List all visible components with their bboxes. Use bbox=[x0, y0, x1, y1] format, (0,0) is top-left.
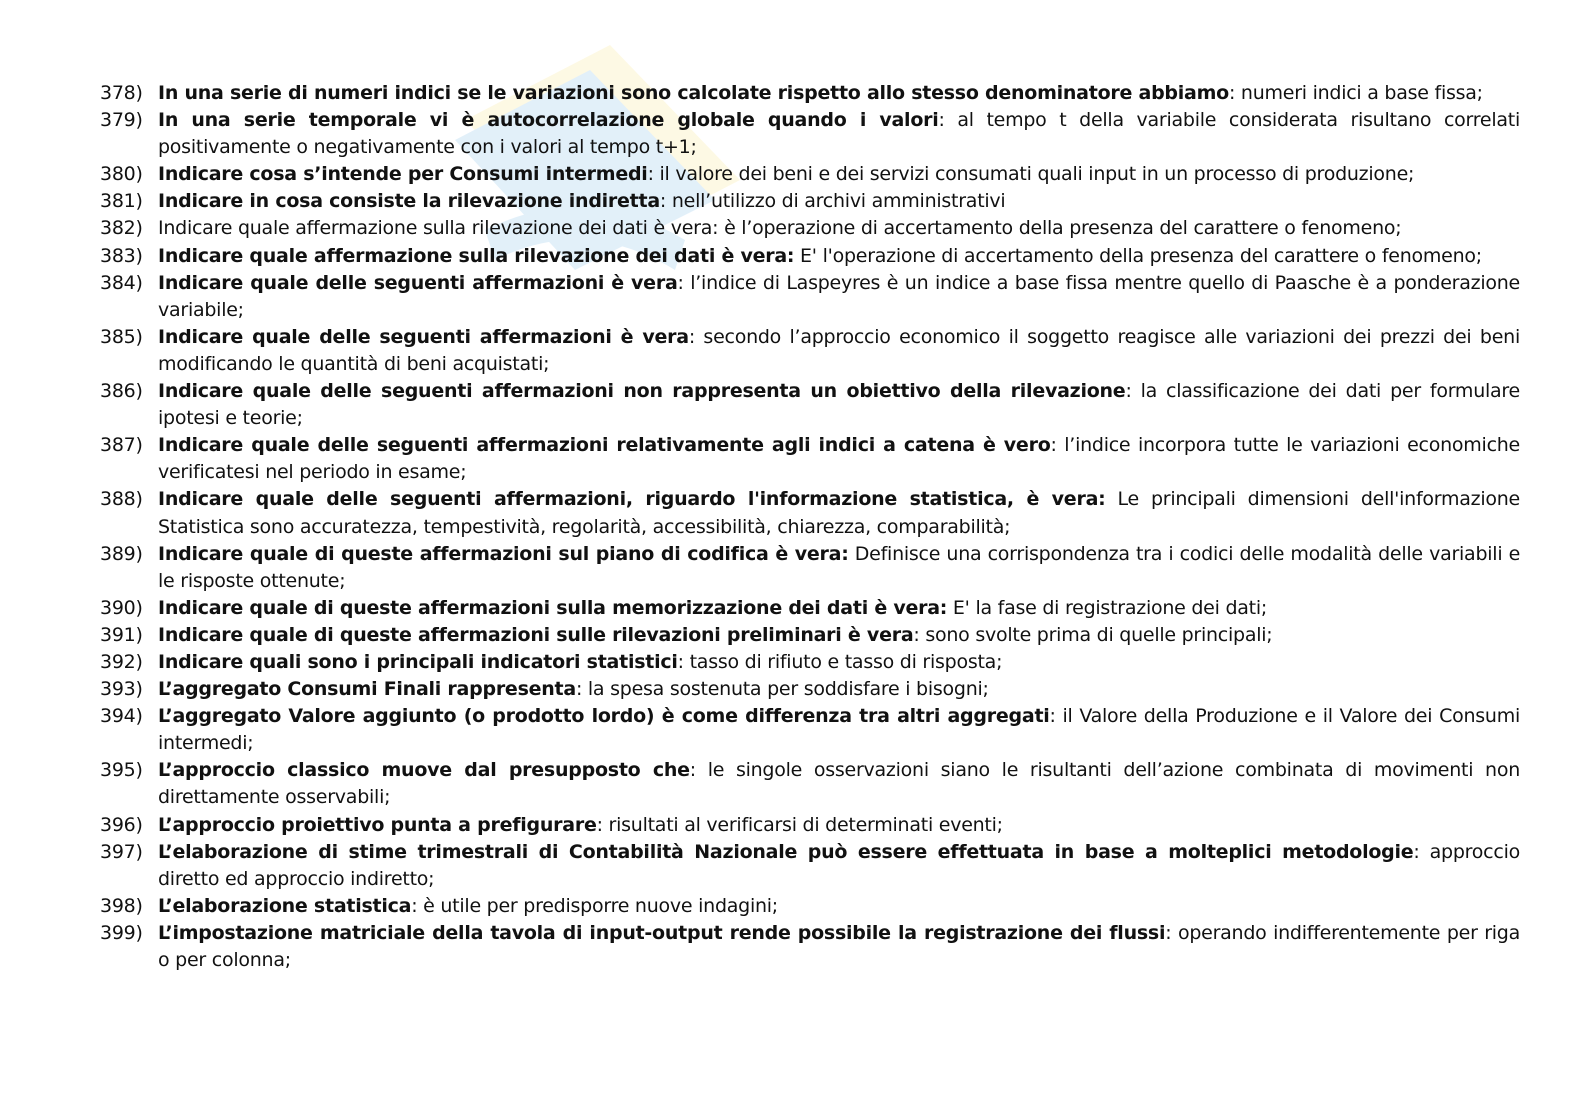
question-text: L’elaborazione di stime trimestrali di Contabilità Nazionale può essere effettuata in base a molteplici metodologie bbox=[158, 840, 1414, 863]
list-item bbox=[100, 107, 1520, 161]
answer-text: Definisce una corrispondenza tra i codici delle modalità delle variabili e le risposte ottenute; bbox=[158, 542, 1521, 592]
item-text bbox=[158, 80, 1520, 107]
item-number: 387) bbox=[100, 434, 143, 457]
question-text: In una serie temporale vi è autocorrelazione globale quando i valori bbox=[158, 109, 939, 132]
answer-text: : sono svolte prima di quelle principali; bbox=[913, 623, 1273, 646]
answer-text: : approccio diretto ed approccio indiretto; bbox=[158, 840, 1520, 890]
question-text: L’approccio classico muove dal presupposto che bbox=[158, 759, 690, 782]
answer-text: : risultati al verificarsi di determinati eventi; bbox=[596, 813, 1003, 836]
answer-text: E' la fase di registrazione dei dati; bbox=[947, 596, 1268, 619]
item-text bbox=[158, 243, 1520, 270]
question-text: Indicare quale di queste affermazioni sulla memorizzazione dei dati è vera: bbox=[158, 596, 948, 619]
list-item bbox=[100, 486, 1520, 540]
list-item bbox=[100, 649, 1520, 676]
question-text: Indicare quale delle seguenti affermazioni non rappresenta un obiettivo della rilevazione bbox=[158, 380, 1126, 403]
item-text bbox=[158, 324, 1520, 378]
answer-text: : operando indifferentemente per riga o per colonna; bbox=[158, 921, 1521, 971]
list-item bbox=[100, 812, 1520, 839]
item-text bbox=[158, 920, 1520, 974]
question-text: L’aggregato Consumi Finali rappresenta bbox=[158, 678, 576, 701]
list-item bbox=[100, 757, 1520, 811]
list-item bbox=[100, 676, 1520, 703]
list-item bbox=[100, 378, 1520, 432]
list-item bbox=[100, 80, 1520, 107]
answer-text: : al tempo t della variabile considerata risultano correlati positivamente o negativamente con i valori al tempo t+1; bbox=[158, 109, 1520, 159]
list-item bbox=[100, 432, 1520, 486]
item-number: 395) bbox=[100, 759, 143, 782]
item-number: 382) bbox=[100, 217, 143, 240]
item-number: 389) bbox=[100, 542, 143, 565]
item-number: 392) bbox=[100, 650, 143, 673]
item-number: 388) bbox=[100, 488, 143, 511]
question-text: L’aggregato Valore aggiunto (o prodotto lordo) è come differenza tra altri aggregati bbox=[158, 705, 1050, 728]
answer-text: : la spesa sostenuta per soddisfare i bisogni; bbox=[575, 678, 989, 701]
list-item bbox=[100, 703, 1520, 757]
item-text bbox=[158, 703, 1520, 757]
question-text: Indicare cosa s’intende per Consumi intermedi bbox=[158, 163, 648, 186]
answer-text: : secondo l’approccio economico il soggetto reagisce alle variazioni dei prezzi dei beni modificando le quantità di beni acquistati; bbox=[158, 325, 1520, 375]
item-text bbox=[158, 215, 1520, 242]
list-item bbox=[100, 893, 1520, 920]
item-number: 379) bbox=[100, 109, 143, 132]
answer-text: : la classificazione dei dati per formulare ipotesi e teorie; bbox=[158, 380, 1520, 430]
list-item bbox=[100, 324, 1520, 378]
list-item bbox=[100, 622, 1520, 649]
answer-text: : l’indice di Laspeyres è un indice a base fissa mentre quello di Paasche è a ponderazione variabile; bbox=[158, 271, 1520, 321]
list-item bbox=[100, 541, 1520, 595]
answer-text: : l’indice incorpora tutte le variazioni economiche verificatesi nel periodo in esame; bbox=[158, 434, 1520, 484]
item-text bbox=[158, 622, 1520, 649]
answer-text: : è utile per predisporre nuove indagini; bbox=[411, 894, 778, 917]
question-text: In una serie di numeri indici se le variazioni sono calcolate rispetto allo stesso denominatore abbiamo bbox=[158, 82, 1229, 104]
item-number: 381) bbox=[100, 190, 143, 213]
question-text: L’approccio proiettivo punta a prefigurare bbox=[158, 813, 597, 836]
item-text bbox=[158, 270, 1520, 324]
list-item bbox=[100, 243, 1520, 270]
answer-text: E' l'operazione di accertamento della presenza del carattere o fenomeno; bbox=[794, 244, 1482, 267]
item-text bbox=[158, 649, 1520, 676]
item-text bbox=[158, 812, 1520, 839]
question-text: Indicare quale delle seguenti affermazioni, riguardo l'informazione statistica, è vera: bbox=[158, 488, 1106, 511]
item-text bbox=[158, 893, 1520, 920]
question-text: Indicare quale affermazione sulla rilevazione dei dati è vera: bbox=[158, 244, 795, 267]
item-number: 396) bbox=[100, 813, 143, 836]
item-text bbox=[158, 839, 1520, 893]
item-text bbox=[158, 541, 1520, 595]
item-number: 397) bbox=[100, 840, 143, 863]
list-item bbox=[100, 920, 1520, 974]
question-text: L’elaborazione statistica bbox=[158, 894, 412, 917]
item-number: 383) bbox=[100, 244, 143, 267]
question-text: Indicare quale affermazione sulla rilevazione dei dati è vera bbox=[158, 217, 713, 240]
list-item bbox=[100, 188, 1520, 215]
item-number: 399) bbox=[100, 921, 143, 944]
answer-text: : le singole osservazioni siano le risultanti dell’azione combinata di movimenti non direttamente osservabili; bbox=[158, 759, 1520, 809]
item-number: 390) bbox=[100, 596, 143, 619]
question-text: Indicare quale delle seguenti affermazioni relativamente agli indici a catena è vero bbox=[158, 434, 1051, 457]
list-item bbox=[100, 161, 1520, 188]
question-text: Indicare quale di queste affermazioni sul piano di codifica è vera: bbox=[158, 542, 849, 565]
answer-text: : numeri indici a base fissa; bbox=[1228, 82, 1483, 104]
list-item bbox=[100, 839, 1520, 893]
question-text: L’impostazione matriciale della tavola di input-output rende possibile la registrazione dei flussi bbox=[158, 921, 1166, 944]
item-number: 391) bbox=[100, 623, 143, 646]
item-text bbox=[158, 676, 1520, 703]
question-text: Indicare quali sono i principali indicatori statistici bbox=[158, 650, 678, 673]
item-number: 380) bbox=[100, 163, 143, 186]
answer-text: : nell’utilizzo di archivi amministrativi bbox=[659, 190, 1006, 213]
question-text: Indicare quale delle seguenti affermazioni è vera bbox=[158, 271, 678, 294]
item-number: 394) bbox=[100, 705, 143, 728]
item-text bbox=[158, 432, 1520, 486]
item-text bbox=[158, 757, 1520, 811]
answer-text: : il Valore della Produzione e il Valore dei Consumi intermedi; bbox=[158, 705, 1520, 755]
answer-text: Le principali dimensioni dell'informazione Statistica sono accuratezza, tempestività, regolarità, accessibilità, chiarezza, comparabilità; bbox=[158, 488, 1520, 538]
item-text bbox=[158, 107, 1520, 161]
item-text bbox=[158, 378, 1520, 432]
item-text bbox=[158, 188, 1520, 215]
answer-text: : tasso di rifiuto e tasso di risposta; bbox=[677, 650, 1003, 673]
question-list bbox=[100, 80, 1520, 974]
item-number: 393) bbox=[100, 678, 143, 701]
list-item bbox=[100, 215, 1520, 242]
item-number: 378) bbox=[100, 82, 143, 104]
question-text: Indicare quale di queste affermazioni sulle rilevazioni preliminari è vera bbox=[158, 623, 914, 646]
item-text bbox=[158, 595, 1520, 622]
item-text bbox=[158, 161, 1520, 188]
list-item bbox=[100, 595, 1520, 622]
item-number: 385) bbox=[100, 325, 143, 348]
list-item bbox=[100, 270, 1520, 324]
item-text bbox=[158, 486, 1520, 540]
question-text: Indicare quale delle seguenti affermazioni è vera bbox=[158, 325, 689, 348]
item-number: 398) bbox=[100, 894, 143, 917]
question-text: Indicare in cosa consiste la rilevazione indiretta bbox=[158, 190, 660, 213]
answer-text: : il valore dei beni e dei servizi consumati quali input in un processo di produzione; bbox=[647, 163, 1415, 186]
answer-text: : è l’operazione di accertamento della presenza del carattere o fenomeno; bbox=[712, 217, 1402, 240]
item-number: 386) bbox=[100, 380, 143, 403]
item-number: 384) bbox=[100, 271, 143, 294]
